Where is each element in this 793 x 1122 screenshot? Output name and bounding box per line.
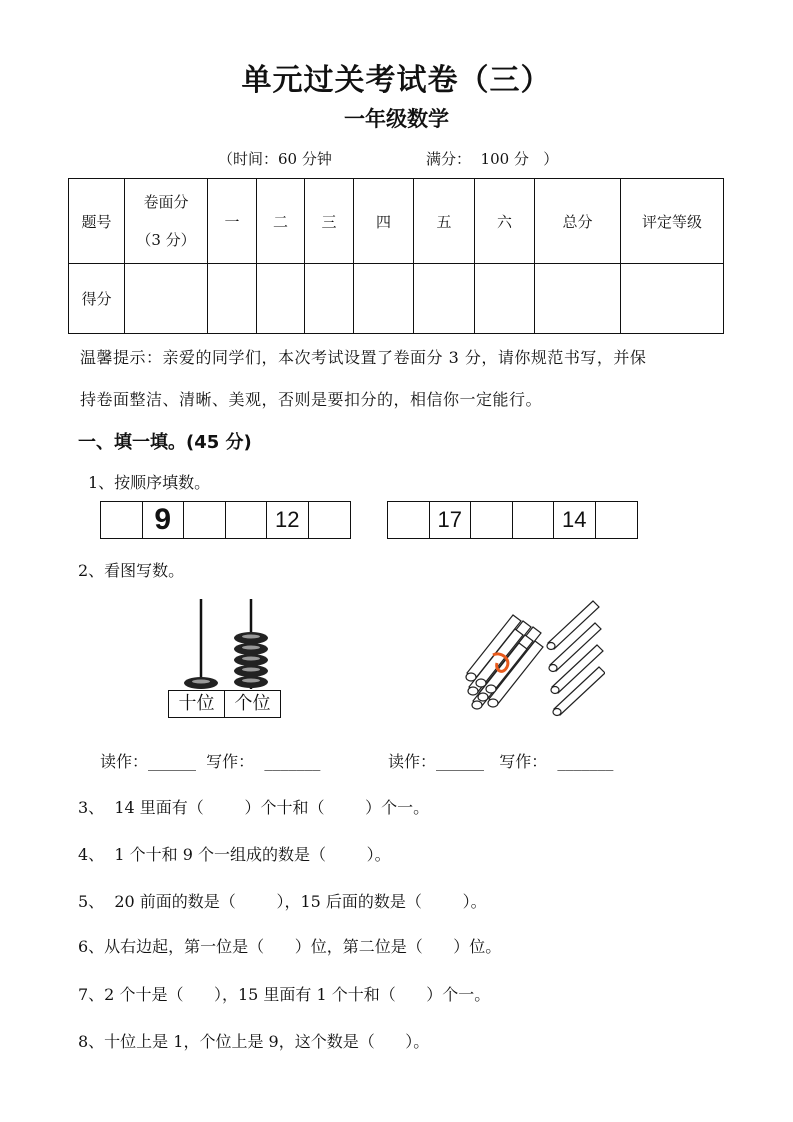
score-input-cell[interactable]: [208, 264, 257, 334]
abacus-illustration: [165, 595, 285, 695]
score-input-cell[interactable]: [354, 264, 414, 334]
header-cell-label: 卷面分: [143, 193, 189, 211]
header-cell: 六: [475, 179, 535, 264]
score-table-score-row: [69, 264, 724, 334]
header-cell: 三: [305, 179, 354, 264]
score-input-cell[interactable]: [414, 264, 475, 334]
sticks-illustration: [455, 595, 605, 720]
sequence-given-number: 14: [554, 502, 596, 538]
score-input-cell[interactable]: [257, 264, 305, 334]
sequence-blank[interactable]: [596, 502, 638, 538]
abacus-place-labels: [168, 690, 281, 718]
sequence-blank[interactable]: [471, 502, 513, 538]
header-cell: 五: [414, 179, 475, 264]
abacus-ones-beads: [234, 632, 268, 688]
question-8: 8、十位上是 1，个位上是 9，这个数是（ ）。: [78, 1032, 430, 1051]
header-cell-sub: （3 分）: [136, 231, 196, 249]
sequence-blank[interactable]: [101, 502, 143, 538]
header-cell: 四: [354, 179, 414, 264]
sequence-boxes-1: [100, 501, 351, 539]
score-input-cell[interactable]: [125, 264, 208, 334]
header-cell: 总分: [535, 179, 621, 264]
sequence-given-number: 12: [267, 502, 309, 538]
question-1: 1、按顺序填数。: [88, 473, 211, 492]
sequence-given-number: 9: [143, 502, 185, 538]
sequence-blank[interactable]: [513, 502, 555, 538]
score-input-cell[interactable]: [621, 264, 724, 334]
sequence-blank[interactable]: [226, 502, 268, 538]
abacus-ones-label: 个位: [234, 693, 271, 714]
score-input-cell[interactable]: [475, 264, 535, 334]
sequence-blank[interactable]: [388, 502, 430, 538]
question-2: 2、看图写数。: [78, 561, 185, 580]
score-input-cell[interactable]: [535, 264, 621, 334]
header-cell: 评定等级: [621, 179, 724, 264]
full-score-label: 满分： 100 分 ）: [426, 150, 559, 168]
exam-title: 单元过关考试卷（三）: [241, 63, 552, 98]
tip-line-1: 温馨提示：亲爱的同学们，本次考试设置了卷面分 3 分，请你规范书写，并保: [80, 348, 647, 367]
bundle-of-ten-sticks: [466, 615, 543, 709]
read-write-blanks-2[interactable]: 读作：______ 写作： _______: [388, 752, 614, 771]
score-input-cell[interactable]: [305, 264, 354, 334]
sequence-blank[interactable]: [309, 502, 351, 538]
question-4: 4、 1 个十和 9 个一组成的数是（ ）。: [78, 845, 391, 864]
abacus-bead-highlight: [192, 680, 210, 684]
question-3: 3、 14 里面有（ ）个十和（ ）个一。: [78, 798, 430, 817]
section-heading: 一、填一填。(45 分): [78, 432, 252, 453]
header-cell: 题号: [69, 179, 125, 264]
sequence-boxes-2: [387, 501, 638, 539]
tip-line-2: 持卷面整洁、清晰、美观，否则是要扣分的，相信你一定能行。: [80, 390, 543, 409]
time-label: （时间：60 分钟: [218, 150, 332, 168]
question-7: 7、2 个十是（ ），15 里面有 1 个十和（ ）个一。: [78, 985, 491, 1004]
header-cell: 二: [257, 179, 305, 264]
exam-subtitle: 一年级数学: [344, 107, 449, 131]
score-table-header-row: [69, 179, 724, 264]
sequence-given-number: 17: [430, 502, 472, 538]
single-sticks: [547, 601, 605, 716]
abacus-tens-label: 十位: [169, 691, 225, 717]
sequence-blank[interactable]: [184, 502, 226, 538]
header-cell-paper-score: [125, 179, 208, 264]
question-5: 5、 20 前面的数是（ ），15 后面的数是（ ）。: [78, 892, 487, 911]
score-table: [68, 178, 724, 334]
header-cell: 一: [208, 179, 257, 264]
read-write-blanks-1[interactable]: 读作：______ 写作： _______: [100, 752, 321, 771]
score-row-label: 得分: [69, 264, 125, 334]
question-6: 6、从右边起，第一位是（ ）位，第二位是（ ）位。: [78, 937, 502, 956]
